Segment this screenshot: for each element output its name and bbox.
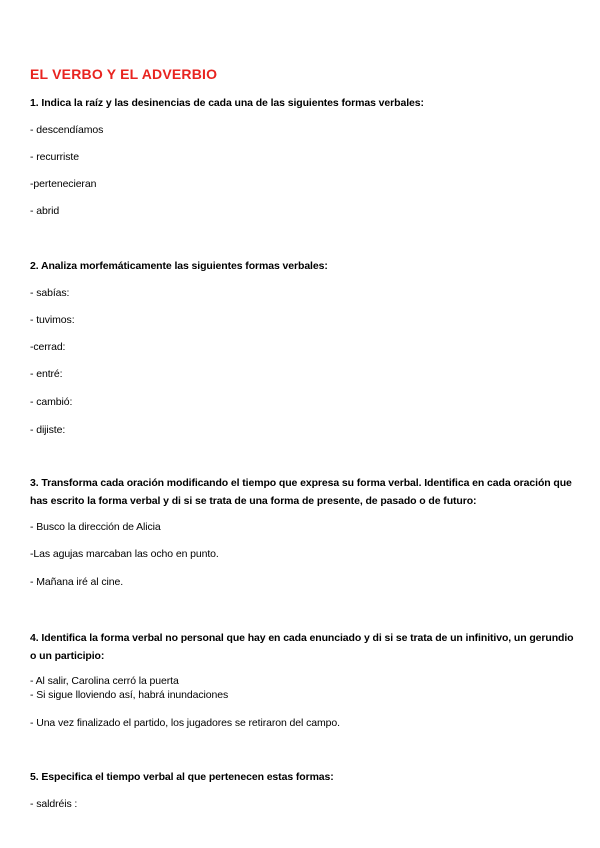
list-item: - descendíamos bbox=[30, 124, 104, 136]
list-item: - dijiste: bbox=[30, 424, 66, 436]
list-item: - Una vez finalizado el partido, los jugadores se retiraron del campo. bbox=[30, 717, 340, 729]
list-item: - recurriste bbox=[30, 151, 79, 163]
list-item: -pertenecieran bbox=[30, 178, 97, 190]
list-item: - Busco la dirección de Alicia bbox=[30, 521, 161, 533]
list-item: - entré: bbox=[30, 368, 63, 380]
list-item: - tuvimos: bbox=[30, 314, 75, 326]
list-item: - Al salir, Carolina cerró la puerta bbox=[30, 675, 179, 687]
question-3: 3. Transforma cada oración modificando el tiempo que expresa su forma verbal. Identifica en cada oración que has escrito la forma verbal y di si se trata de una forma de presente, de pasado o de futuro: bbox=[30, 477, 572, 507]
page-title: EL VERBO Y EL ADVERBIO bbox=[30, 66, 218, 82]
question-1: 1. Indica la raíz y las desinencias de cada una de las siguientes formas verbales: bbox=[30, 97, 424, 109]
list-item: - cambió: bbox=[30, 396, 73, 408]
list-item: - abrid bbox=[30, 205, 60, 217]
question-2: 2. Analiza morfemáticamente las siguientes formas verbales: bbox=[30, 260, 328, 272]
question-4: 4. Identifica la forma verbal no personal que hay en cada enunciado y di si se trata de un infinitivo, un gerundio o un participio: bbox=[30, 632, 574, 662]
list-item: - sabías: bbox=[30, 287, 70, 299]
list-item: - saldréis : bbox=[30, 798, 78, 810]
list-item: -cerrad: bbox=[30, 341, 66, 353]
list-item: - Mañana iré al cine. bbox=[30, 576, 124, 588]
list-item: - Si sigue lloviendo así, habrá inundaciones bbox=[30, 689, 229, 701]
list-item: -Las agujas marcaban las ocho en punto. bbox=[30, 548, 219, 560]
question-5: 5. Especifica el tiempo verbal al que pertenecen estas formas: bbox=[30, 771, 334, 783]
